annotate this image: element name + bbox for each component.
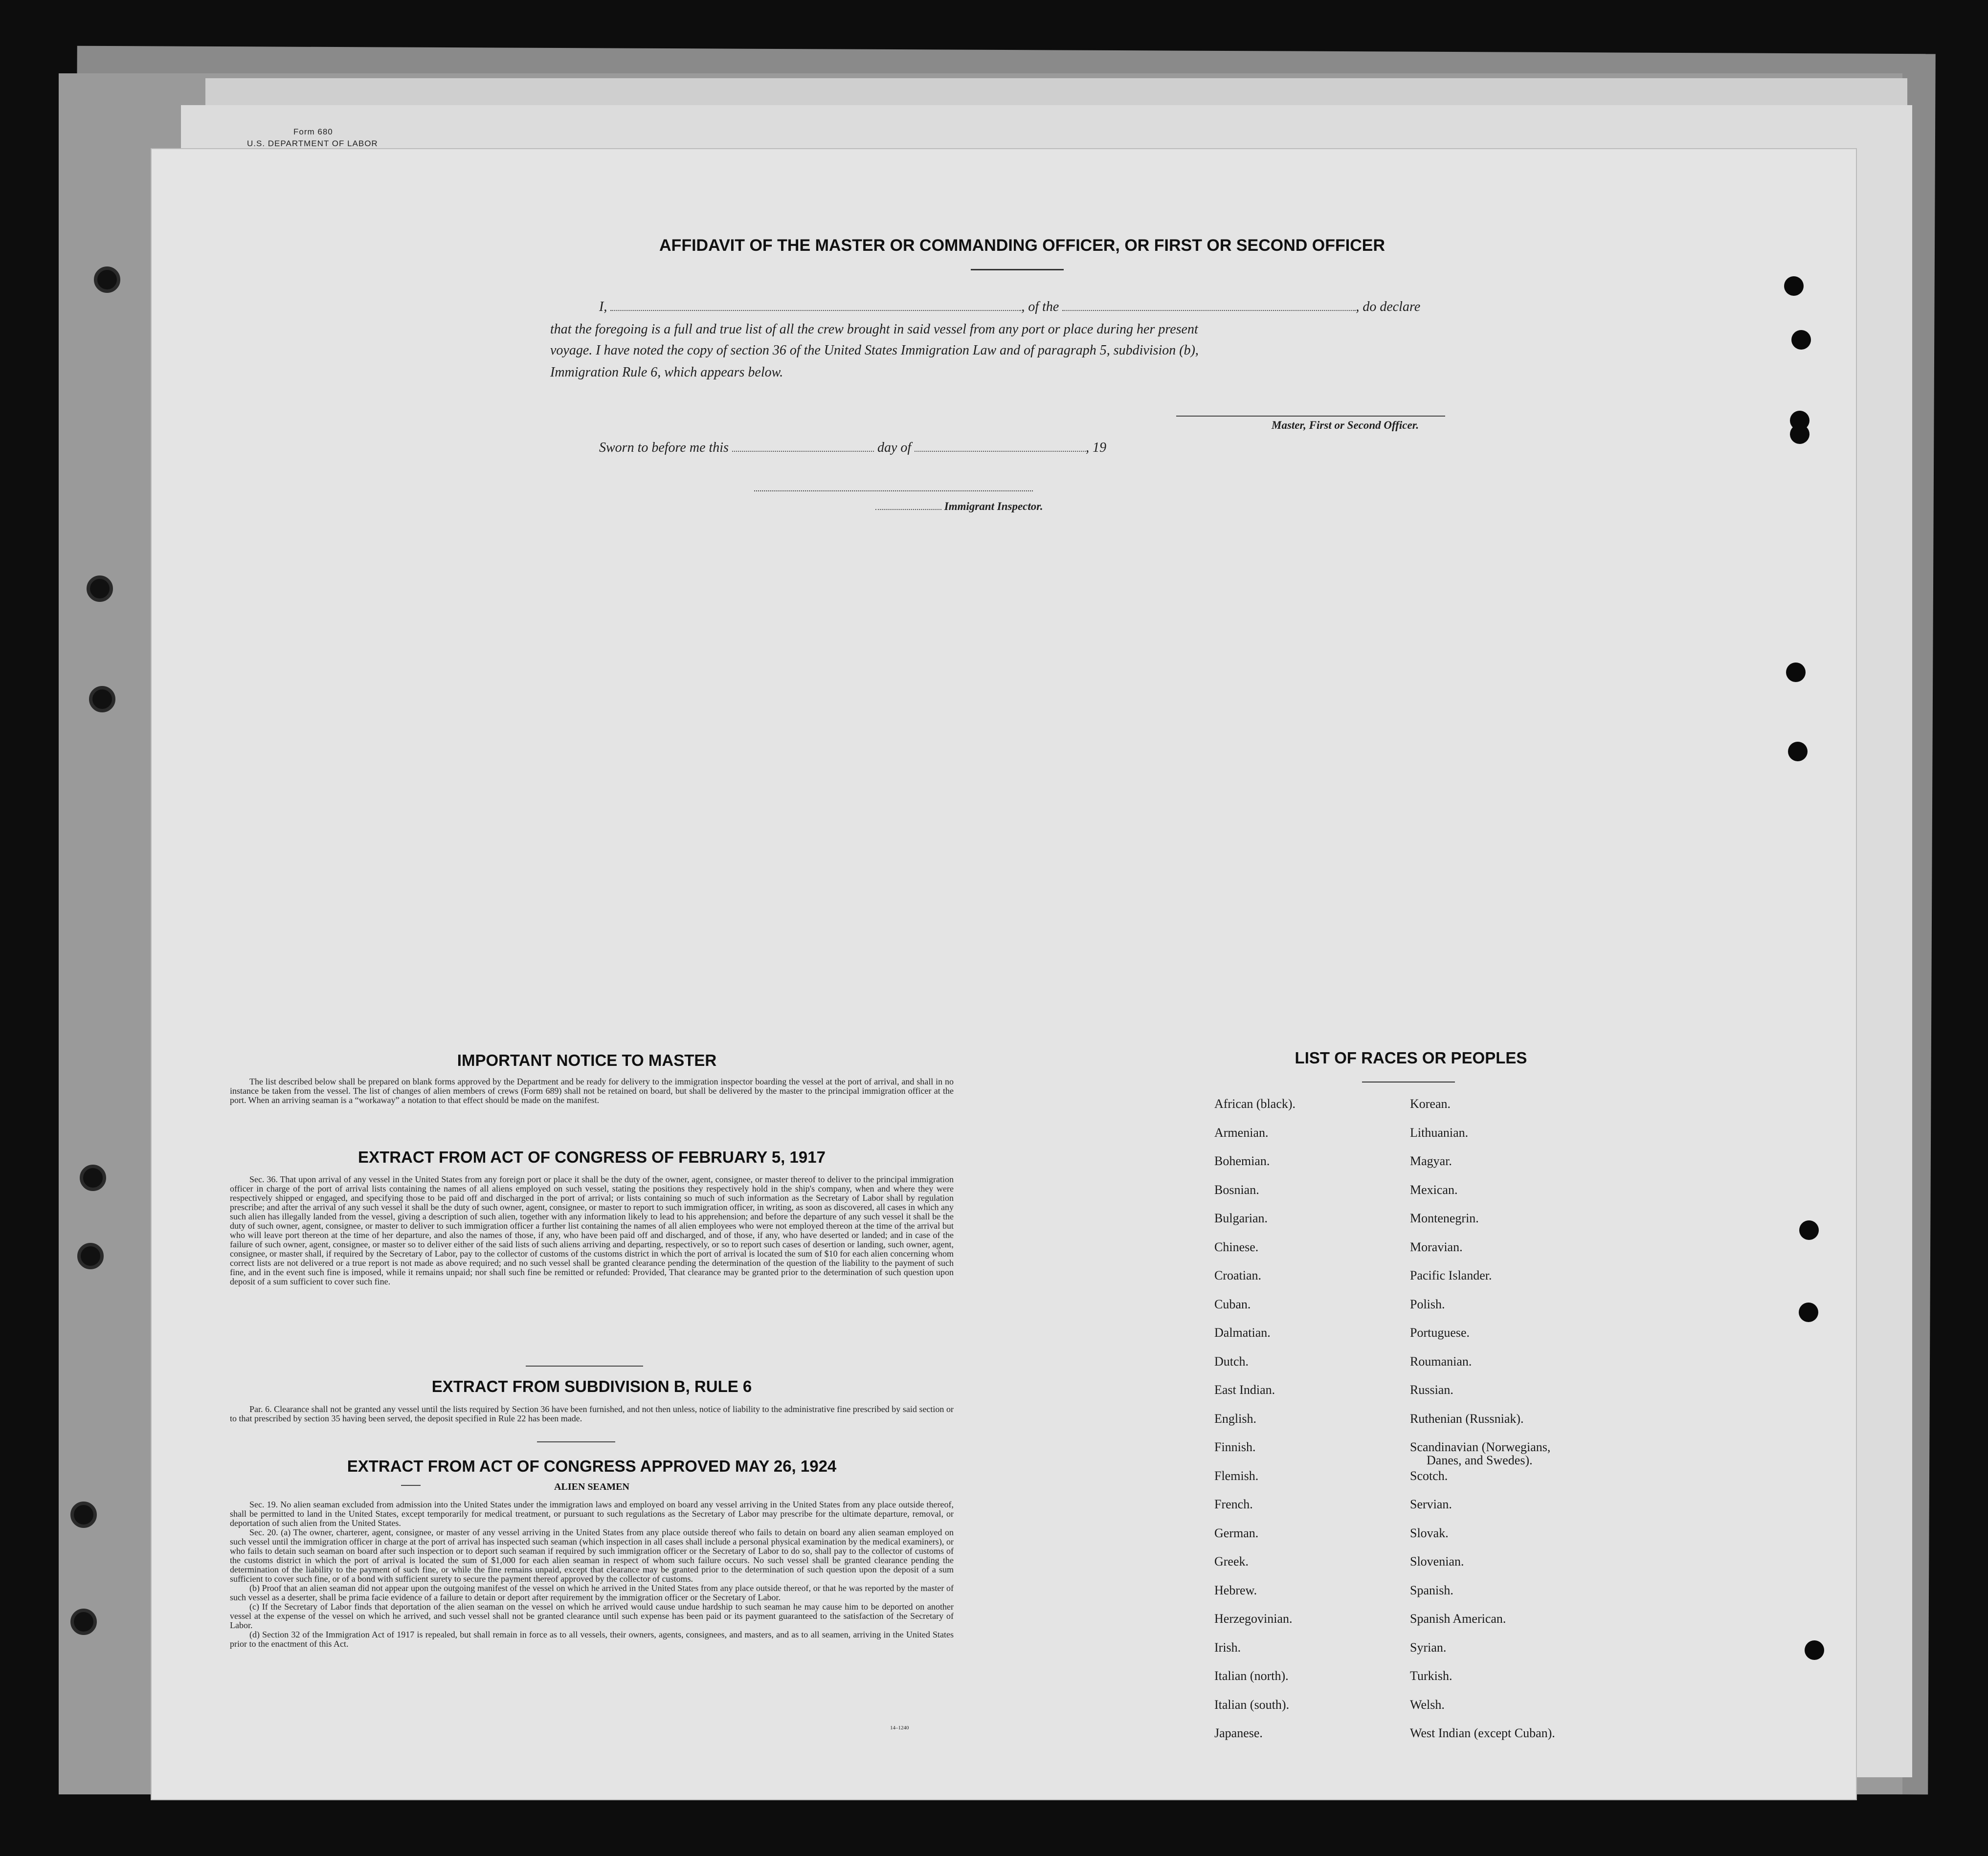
race-item: Chinese. (1214, 1239, 1259, 1254)
affidavit-title: AFFIDAVIT OF THE MASTER OR COMMANDING OFFICER, OR FIRST OR SECOND OFFICER (659, 236, 1385, 255)
race-item: Polish. (1410, 1297, 1445, 1311)
extract-1917-paragraph: Sec. 36. That upon arrival of any vessel in the United States from any foreign port or place it shall be the duty of the owner, agent, consignee, or master thereof to deliver to the principal immigration officer in charge of the port of arrival lists containing the names of all aliens employed on such vessel, stating the positions they respectively hold in the ship's company, when and where they were respectively shipped or engaged, and specifying those to be paid off and discharged in the port of arrival; or lists containing so much of such information as the Secretary of Labor shall by regulation prescribe; and after the arrival of any such vessel it shall be the duty of such owner, agent, consignee, or master to report to such immigration officer, in writing, as soon as discovered, all cases in which any such alien has illegally landed from the vessel, giving a description of such alien, together with any information likely to lead to his apprehension; and before the departure of any such vessel it shall be the duty of such owner, agent, consignee, or master to deliver to such immigration officer a further list containing the names of all alien employees who were not employed thereon at the time of the arrival but who will leave port thereon at the time of her departure, and also the names of those, if any, who have been paid off and discharged, and of those, if any, who have deserted or landed; and in case of the failure of such owner, agent, consignee, or master so to deliver either of the said lists of such aliens arriving and departing, respectively, or so to report such cases of desertion or landing, such owner, agent, consignee, or master shall, if required by the Secretary of Labor, pay to the collector of customs of the customs district in which the port of arrival is located the sum of $10 for each alien concerning whom correct lists are not delivered or a true report is not made as above required; and no such vessel shall be granted clearance pending the determination of the question of the liability to the payment of such fine, and in the event such fine is imposed, while it remains unpaid; nor shall such fine be remitted or refunded: Provided, That clearance may be granted prior to the determination of such question upon deposit of a sum sufficient to cover such fine. (230, 1174, 954, 1286)
punch-hole (1788, 742, 1808, 761)
punch-hole (1791, 330, 1811, 350)
affidavit-body-1: that the foregoing is a full and true list of all the crew brought in said vessel from any port or place during her present (550, 322, 1198, 337)
race-item: Spanish American. (1410, 1612, 1506, 1626)
race-item: Dutch. (1214, 1354, 1249, 1369)
signature-label: Master, First or Second Officer. (1272, 419, 1419, 431)
affidavit-line1 (599, 299, 1487, 315)
extract-1924-p1: Sec. 19. No alien seaman excluded from admission into the United States under the immigration laws and employed on board any vessel arriving in the United States from any place outside thereof, shall be permitted to land in the United States, except temporarily for medical treatment, or pursuant to such regulations as the Secretary of Labor may prescribe for the ultimate departure, removal, or deportation of such alien from the United States. (230, 1500, 954, 1528)
binder-hole (94, 266, 120, 293)
race-item: Spanish. (1410, 1583, 1453, 1597)
race-item: Hebrew. (1214, 1583, 1257, 1597)
rule-6-text (230, 1405, 954, 1423)
binder-hole (80, 1165, 106, 1191)
race-item: Herzegovinian. (1214, 1612, 1293, 1626)
binder-hole (87, 575, 113, 602)
race-item: Cuban. (1214, 1297, 1251, 1311)
binder-hole (89, 686, 115, 712)
print-code: 14–1240 (890, 1725, 909, 1731)
race-item: Slovenian. (1410, 1554, 1464, 1569)
punch-hole (1799, 1220, 1819, 1240)
race-item: Moravian. (1410, 1239, 1463, 1254)
form-number: Form 680 (293, 127, 333, 136)
extract-1924-p4: (c) If the Secretary of Labor finds that deportation of the alien seaman on the vessel on which he arrived would cause undue hardship to such seaman he may cause him to be deported on another vessel at the expense of the vessel on which he arrived, and such vessel shall not be granted clearance until such expense has been paid or its payment guaranteed to the satisfaction of the Secretary of Labor. (230, 1602, 954, 1630)
notice-text (230, 1077, 954, 1105)
extract-1924-text (230, 1500, 954, 1649)
race-item: Welsh. (1410, 1697, 1445, 1712)
race-item: Mexican. (1410, 1182, 1458, 1197)
alien-seamen-subtitle: ALIEN SEAMEN (554, 1481, 629, 1492)
races-title: LIST OF RACES OR PEOPLES (1295, 1049, 1527, 1067)
race-item: East Indian. (1214, 1383, 1275, 1397)
race-item: Armenian. (1214, 1125, 1269, 1140)
race-item: Scandinavian (Norwegians, (1410, 1440, 1551, 1454)
race-item: Croatian. (1214, 1268, 1262, 1282)
binder-hole (70, 1502, 97, 1528)
of-the-label: , of the (1021, 299, 1059, 314)
vessel-blank[interactable] (1062, 310, 1356, 311)
punch-hole (1799, 1303, 1818, 1322)
race-item: Japanese. (1214, 1726, 1263, 1740)
race-item: Bosnian. (1214, 1182, 1259, 1197)
inspector-blank[interactable] (875, 509, 941, 510)
bleed-through (479, 204, 490, 237)
inspector-label (875, 500, 1043, 513)
race-item: Finnish. (1214, 1440, 1256, 1454)
punch-hole (1790, 424, 1809, 444)
notice-paragraph: The list described below shall be prepared on blank forms approved by the Department and be ready for delivery to the immigration inspector boarding the vessel at the port of arrival, and shall in no instance be taken from the vessel. The list of changes of alien members of crews (Form 689) shall not be retained on board, but shall be delivered by the master to the principal immigration officer at the port. When an arriving seaman is a “workaway” a notation to that effect should be made on the manifest. (230, 1077, 954, 1105)
inspector-line[interactable] (754, 490, 1033, 491)
section-rule (526, 1366, 643, 1367)
race-item: Portuguese. (1410, 1326, 1470, 1340)
sworn-label: Sworn to before me this (599, 440, 729, 455)
race-item: Servian. (1410, 1497, 1452, 1511)
affidavit-body-3: Immigration Rule 6, which appears below. (550, 365, 783, 380)
race-item: Slovak. (1410, 1525, 1449, 1540)
inspector-text: Immigrant Inspector. (944, 500, 1043, 512)
race-item-continuation: Danes, and Swedes). (1427, 1453, 1533, 1467)
race-item: Flemish. (1214, 1468, 1259, 1483)
rule-6-paragraph: Par. 6. Clearance shall not be granted any vessel until the lists required by Section 36 have been furnished, and not then unless, notice of liability to the administrative fine prescribed by said section or to that prescribed by section 35 having been served, the deposit specified in Rule 22 has been made. (230, 1404, 954, 1423)
race-item: French. (1214, 1497, 1253, 1511)
race-item: Korean. (1410, 1097, 1451, 1111)
month-blank[interactable] (915, 451, 1086, 452)
extract-1924-p2: Sec. 20. (a) The owner, charterer, agent, consignee, or master of any vessel arriving in the United States from any place outside thereof who fails to detain on board any alien seaman employed on such vessel until the immigration officer in charge at the port of arrival has inspected such seaman (which inspection in all cases shall include a personal physical examination by the medical examiners), or who fails to detain such seaman on board after such inspection or to deport such seaman if required by such immigration officer or the Secretary of Labor to do so, shall pay to the collector of customs of the customs district in which the port of arrival is located the sum of $1,000 for each alien seaman in respect of whom such failure occurs. No such vessel shall be granted clearance pending the determination of the liability to the payment of such fine, or while the fine remains unpaid, except that clearance may be granted prior to the determination of such question upon the deposit of a sum sufficient to cover such fine, or of a bond with sufficient surety to secure the payment thereof approved by the collector of customs. (230, 1527, 954, 1584)
punch-hole (1786, 663, 1806, 682)
extract-1924-title: EXTRACT FROM ACT OF CONGRESS APPROVED MAY 26, 1924 (347, 1457, 837, 1475)
race-item: Bulgarian. (1214, 1211, 1268, 1225)
sworn-line (599, 440, 1106, 456)
title-rule (971, 269, 1064, 270)
day-of-label: day of (877, 440, 912, 455)
race-item: German. (1214, 1525, 1259, 1540)
race-item: Italian (north). (1214, 1669, 1289, 1683)
race-item: West Indian (except Cuban). (1410, 1726, 1555, 1740)
race-item: Lithuanian. (1410, 1125, 1469, 1140)
race-item: Magyar. (1410, 1154, 1452, 1168)
race-item: Ruthenian (Russniak). (1410, 1411, 1524, 1426)
race-item: Scotch. (1410, 1468, 1448, 1483)
race-item: English. (1214, 1411, 1256, 1426)
day-blank[interactable] (732, 451, 874, 452)
affidavit-i: I, (599, 299, 607, 314)
binder-hole (70, 1609, 97, 1635)
notice-title: IMPORTANT NOTICE TO MASTER (457, 1051, 717, 1069)
race-item: Bohemian. (1214, 1154, 1270, 1168)
race-item: Greek. (1214, 1554, 1249, 1569)
race-item: Italian (south). (1214, 1697, 1290, 1712)
year-label: , 19 (1086, 440, 1107, 455)
name-blank[interactable] (610, 310, 1021, 311)
extract-1917-title: EXTRACT FROM ACT OF CONGRESS OF FEBRUARY 5, 1917 (358, 1148, 826, 1166)
extract-1924-p3: (b) Proof that an alien seaman did not appear upon the outgoing manifest of the vessel on which he arrived in the United States from any place outside thereof, or that he was reported by the master of such vessel as a deserter, shall be prima facie evidence of a failure to detain or deport after requirement by the immigration officer or the Secretary of Labor. (230, 1583, 954, 1602)
race-item: Roumanian. (1410, 1354, 1472, 1369)
race-item: Turkish. (1410, 1669, 1452, 1683)
race-item: Syrian. (1410, 1640, 1447, 1655)
affidavit-body-2: voyage. I have noted the copy of section 36 of the United States Immigration Law and of paragraph 5, subdivision (b), (550, 343, 1199, 358)
declare-label: , do declare (1356, 299, 1421, 314)
punch-hole (1805, 1640, 1824, 1660)
race-item: Pacific Islander. (1410, 1268, 1492, 1282)
rule-6-title: EXTRACT FROM SUBDIVISION B, RULE 6 (431, 1377, 752, 1395)
binder-hole (77, 1243, 104, 1269)
races-rule (1362, 1082, 1455, 1083)
section-rule (537, 1441, 615, 1442)
race-item: Dalmatian. (1214, 1326, 1271, 1340)
punch-hole (1784, 276, 1804, 296)
extract-1924-p5: (d) Section 32 of the Immigration Act of 1917 is repealed, but shall remain in force as to all vessels, their owners, agents, consignees, and masters, and as to all seamen, arriving in the United States prior to the enactment of this Act. (230, 1630, 954, 1649)
signature-line[interactable] (1176, 416, 1445, 417)
department-label: U.S. DEPARTMENT OF LABOR (247, 139, 378, 148)
race-item: Montenegrin. (1410, 1211, 1479, 1225)
extract-1917-text (230, 1175, 954, 1286)
race-item: Irish. (1214, 1640, 1241, 1655)
race-item: Russian. (1410, 1383, 1453, 1397)
race-item: African (black). (1214, 1097, 1296, 1111)
